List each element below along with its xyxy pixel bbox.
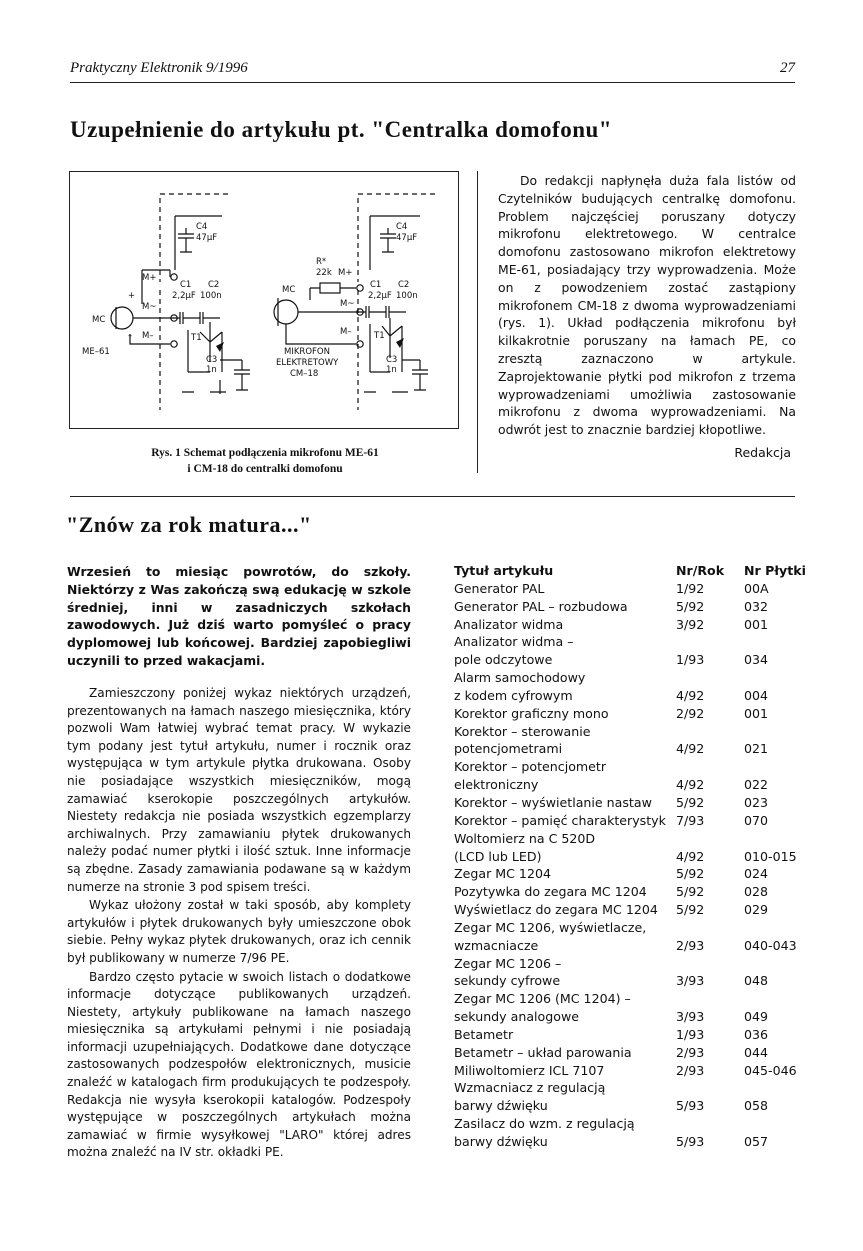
column-divider	[477, 171, 478, 473]
article2-paragraph: Wykaz ułożony został w taki sposób, aby komplety artykułów i płytek drukowanych były umieszczone obok siebie. Pełny wykaz płytek drukowanych, oraz ich cennik był publikowany w numerze 7/96 PE.	[67, 898, 411, 965]
cell-issue: 2/92	[676, 705, 705, 721]
cell-issue: 4/92	[676, 848, 705, 864]
table-row	[454, 1008, 814, 1026]
label-c4-r: C4	[396, 222, 408, 232]
table-row	[454, 937, 814, 955]
cell-title: Korektor graficzny mono	[454, 705, 609, 721]
cell-title: Wyświetlacz do zegara MC 1204	[454, 902, 658, 918]
table-row	[454, 990, 814, 1008]
table-row	[454, 598, 814, 616]
cell-issue: 5/92	[676, 866, 705, 882]
cell-title: Generator PAL	[454, 580, 545, 596]
cell-issue: 2/93	[676, 1062, 705, 1078]
cell-issue: 5/92	[676, 794, 705, 810]
cell-issue: 4/92	[676, 687, 705, 703]
cell-title: sekundy cyfrowe	[454, 973, 561, 989]
label-mc-r: MC	[282, 285, 296, 295]
table-row	[454, 616, 814, 634]
cell-board: 001	[744, 616, 769, 632]
label-c2-r: C2	[398, 280, 410, 290]
label-minus: –	[128, 331, 133, 341]
cell-title: sekundy analogowe	[454, 1009, 579, 1025]
label-r: R*	[316, 257, 327, 267]
label-c4: C4	[196, 222, 208, 232]
schematic-diagram	[70, 172, 458, 428]
article2-body	[67, 685, 411, 1163]
cell-title: Zegar MC 1204	[454, 866, 551, 882]
cell-board: 004	[744, 687, 769, 703]
cell-board: 00A	[744, 580, 769, 596]
cell-issue: 1/92	[676, 580, 705, 596]
cell-board: 049	[744, 1009, 769, 1025]
article1-title: Uzupełnienie do artykułu pt. "Centralka domofonu"	[70, 117, 613, 142]
article2-title: "Znów za rok matura..."	[66, 512, 312, 537]
article1-body: Do redakcji napłynęła duża fala listów od Czytelników budujących centralkę domofonu. Problem najczęściej poruszany dotyczy mikrofonu elektretowego. W centralce domofonu zastosowano mikrofon elektretowy ME-61, posiadający trzy wyprowadzenia. Może on z powodzeniem zostać zastąpiony mikrofonem CM-18 z dwoma wyprowadzeniami (rys. 1). Układ podłączenia mikrofonu był kilkakrotnie poruszany na łamach PE, co zresztą zaznaczono w artykule. Zaprojektowanie płytki pod mikrofon z trzema wyprowadzeniami umożliwia zastosowanie mikrofonu z dwoma wyprowadzeniami. Na odwrót jest to znacznie bardziej kłopotliwe.	[498, 173, 796, 438]
table-row	[454, 972, 814, 990]
article2-paragraph: Bardzo często pytacie w swoich listach o dodatkowe informacje dotyczące publikowanych urządzeń. Niestety, artykuły publikowane na łamach naszego miesięcznika są artykułami pełnymi i nie posiadają informacji uzupełniających. Dodatkowe dane dotyczące zastosowanych podzespołów elektronicznych, musicie znaleźć w katalogach firm produkujących te podzespoły. Redakcja nie wysyła kserokopii katalogów. Podzespoły występujące w poszczególnych artykułach można zamawiać w firmie wysyłkowej "LARO" której adres można znaleźć na IV str. okładki PE.	[67, 969, 411, 1160]
cell-board: 023	[744, 794, 769, 810]
label-c1-value-r: 2,2µF	[368, 291, 392, 301]
table-row	[454, 705, 814, 723]
label-mplus-r: M+	[338, 268, 353, 278]
schematic-figure	[69, 171, 459, 429]
cell-title: Korektor – potencjometr	[454, 759, 607, 775]
label-cm18: CM–18	[290, 369, 319, 379]
cell-title: Betametr	[454, 1026, 514, 1042]
table-row	[454, 651, 814, 669]
table-header-row	[454, 562, 814, 580]
label-c4-value: 47µF	[196, 233, 218, 243]
cell-board: 057	[744, 1134, 769, 1149]
figure-caption	[70, 445, 460, 477]
articles-table	[454, 562, 814, 1151]
label-mminus: M–	[142, 331, 154, 341]
label-r-value: 22k	[316, 268, 332, 278]
label-mplus: M+	[142, 273, 157, 283]
cell-title: Korektor – sterowanie	[454, 723, 591, 739]
cell-issue: 5/92	[676, 598, 705, 614]
cell-board: 021	[744, 741, 769, 757]
table-row	[454, 1079, 814, 1097]
cell-title: wzmacniacze	[454, 937, 539, 953]
cell-board: 022	[744, 777, 769, 793]
table-row	[454, 883, 814, 901]
cell-title: Analizator widma –	[454, 634, 574, 650]
table-row	[454, 776, 814, 794]
table-row	[454, 1097, 814, 1115]
cell-issue: 1/93	[676, 1026, 705, 1042]
table-row	[454, 794, 814, 812]
label-me61: ME–61	[82, 347, 110, 357]
label-elektretowy: ELEKTRETOWY	[276, 358, 339, 368]
cell-title: Wzmacniacz z regulacją	[454, 1080, 606, 1096]
cell-issue: 5/92	[676, 884, 705, 900]
cell-title: Zegar MC 1206 (MC 1204) –	[454, 991, 631, 1007]
label-c3-value-r: 1n	[386, 365, 397, 375]
table-row	[454, 740, 814, 758]
cell-title: Korektor – wyświetlanie nastaw	[454, 794, 652, 810]
label-mminus-r: M–	[340, 327, 352, 337]
cell-title: potencjometrami	[454, 741, 563, 757]
label-c3-value: 1n	[206, 365, 217, 375]
cell-title: barwy dźwięku	[454, 1134, 548, 1149]
table-row	[454, 758, 814, 776]
cell-title: elektroniczny	[454, 777, 539, 793]
cell-issue: 1/93	[676, 652, 705, 668]
table-row	[454, 687, 814, 705]
cell-title: Zegar MC 1206, wyświetlacze,	[454, 919, 647, 935]
label-c3-r: C3	[386, 355, 398, 365]
running-header	[70, 60, 795, 83]
cell-issue: 2/93	[676, 1044, 705, 1060]
table-row	[454, 633, 814, 651]
cell-title: Miliwoltomierz ICL 7107	[454, 1062, 605, 1078]
page-number: 27	[780, 60, 795, 76]
section-divider	[70, 496, 795, 497]
cell-board: 040-043	[744, 937, 797, 953]
cell-title: Woltomierz na C 520D	[454, 830, 596, 846]
label-c4-value-r: 47µF	[396, 233, 418, 243]
circuit-me61	[111, 194, 250, 410]
table-row	[454, 1115, 814, 1133]
article1-signature: Redakcja	[734, 445, 791, 460]
cell-title: Analizator widma	[454, 616, 564, 632]
label-c3: C3	[206, 355, 218, 365]
cell-title: (LCD lub LED)	[454, 848, 542, 864]
cell-board: 032	[744, 598, 769, 614]
table-row	[454, 901, 814, 919]
table-row	[454, 1133, 814, 1151]
circuit-cm18-labels	[276, 222, 418, 379]
journal-title: Praktyczny Elektronik 9/1996	[70, 60, 248, 76]
cell-title: Generator PAL – rozbudowa	[454, 598, 628, 614]
cell-title: Korektor – pamięć charakterystyk	[454, 812, 666, 828]
cell-board: 045-046	[744, 1062, 797, 1078]
table-body	[454, 580, 814, 1151]
label-t1-r: T1	[374, 331, 385, 341]
cell-issue: 5/93	[676, 1134, 705, 1149]
header-title: Tytuł artykułu	[454, 563, 554, 578]
cell-board: 070	[744, 812, 769, 828]
label-c2: C2	[208, 280, 220, 290]
cell-board: 010-015	[744, 848, 797, 864]
cell-board: 034	[744, 652, 769, 668]
cell-issue: 7/93	[676, 812, 705, 828]
cell-title: pole odczytowe	[454, 652, 553, 668]
header-issue: Nr/Rok	[676, 563, 725, 578]
cell-board: 044	[744, 1044, 769, 1060]
label-mikrofon: MIKROFON	[284, 347, 330, 357]
table-row	[454, 669, 814, 687]
table-row	[454, 1026, 814, 1044]
cell-board: 029	[744, 902, 769, 918]
cell-title: Alarm samochodowy	[454, 670, 586, 686]
table-row	[454, 865, 814, 883]
cell-title: barwy dźwięku	[454, 1098, 548, 1114]
cell-issue: 4/92	[676, 741, 705, 757]
header-board: Nr Płytki	[744, 563, 806, 578]
table-row	[454, 812, 814, 830]
cell-board: 048	[744, 973, 769, 989]
cell-board: 024	[744, 866, 769, 882]
cell-issue: 5/93	[676, 1098, 705, 1114]
cell-board: 058	[744, 1098, 769, 1114]
label-c1: C1	[180, 280, 192, 290]
table-row	[454, 848, 814, 866]
cell-issue: 3/93	[676, 973, 705, 989]
cell-issue: 2/93	[676, 937, 705, 953]
cell-board: 001	[744, 705, 769, 721]
label-c1-value: 2,2µF	[172, 291, 196, 301]
cell-board: 036	[744, 1026, 769, 1042]
cell-title: Pozytywka do zegara MC 1204	[454, 884, 647, 900]
label-plus: +	[128, 291, 136, 301]
cell-issue: 5/92	[676, 902, 705, 918]
table-row	[454, 919, 814, 937]
cell-title: z kodem cyfrowym	[454, 687, 573, 703]
label-mtilde: M~	[142, 302, 157, 312]
cell-issue: 3/93	[676, 1009, 705, 1025]
label-t1: T1	[191, 333, 202, 343]
table-row	[454, 1062, 814, 1080]
table-row	[454, 580, 814, 598]
label-mc: MC	[92, 315, 106, 325]
cell-issue: 4/92	[676, 777, 705, 793]
table-row	[454, 830, 814, 848]
table-row	[454, 723, 814, 741]
label-c2-value: 100n	[200, 291, 222, 301]
cell-title: Zasilacz do wzm. z regulacją	[454, 1116, 635, 1132]
caption-line-2: i CM-18 do centralki domofonu	[187, 463, 343, 475]
circuit-me61-labels	[82, 222, 222, 375]
table-row	[454, 955, 814, 973]
label-mtilde-r: M~	[340, 299, 355, 309]
cell-title: Betametr – układ parowania	[454, 1044, 632, 1060]
caption-line-1: Rys. 1 Schemat podłączenia mikrofonu ME-61	[151, 447, 379, 459]
cell-title: Zegar MC 1206 –	[454, 955, 562, 971]
article2-lead: Wrzesień to miesiąc powrotów, do szkoły. Niektórzy z Was zakończą swą edukację w szkole średniej, inni w zasadniczych szkołach zawodowych. Już dziś warto pomyśleć o pracy dyplomowej lub końcowej. Bardziej zapobiegliwi uczynili to przed wakacjami.	[67, 564, 411, 668]
cell-issue: 3/92	[676, 616, 705, 632]
article2-paragraph: Zamieszczony poniżej wykaz niektórych urządzeń, prezentowanych na łamach naszego miesięcznika, który pozwoli Wam łatwiej wybrać temat pracy. W wykazie tym podany jest tytuł artykułu, numer i rocznik oraz występująca w tym artykule płytka drukowana. Osoby nie posiadające wszystkich miesięczników, mogą zamawiać kserokopie poszczególnych artykułów. Niestety redakcja nie posiada wszystkich egzemplarzy archiwalnych. Przy zamawianiu płytek drukowanych należy podać numer płytki i ilość sztuk. Inne informacje są zbędne. Zasady zamawiania podawane są w każdym numerze na stronie 3 pod spisem treści.	[67, 686, 411, 894]
label-c2-value-r: 100n	[396, 291, 418, 301]
cell-board: 028	[744, 884, 769, 900]
label-c1-r: C1	[370, 280, 382, 290]
table-row	[454, 1044, 814, 1062]
